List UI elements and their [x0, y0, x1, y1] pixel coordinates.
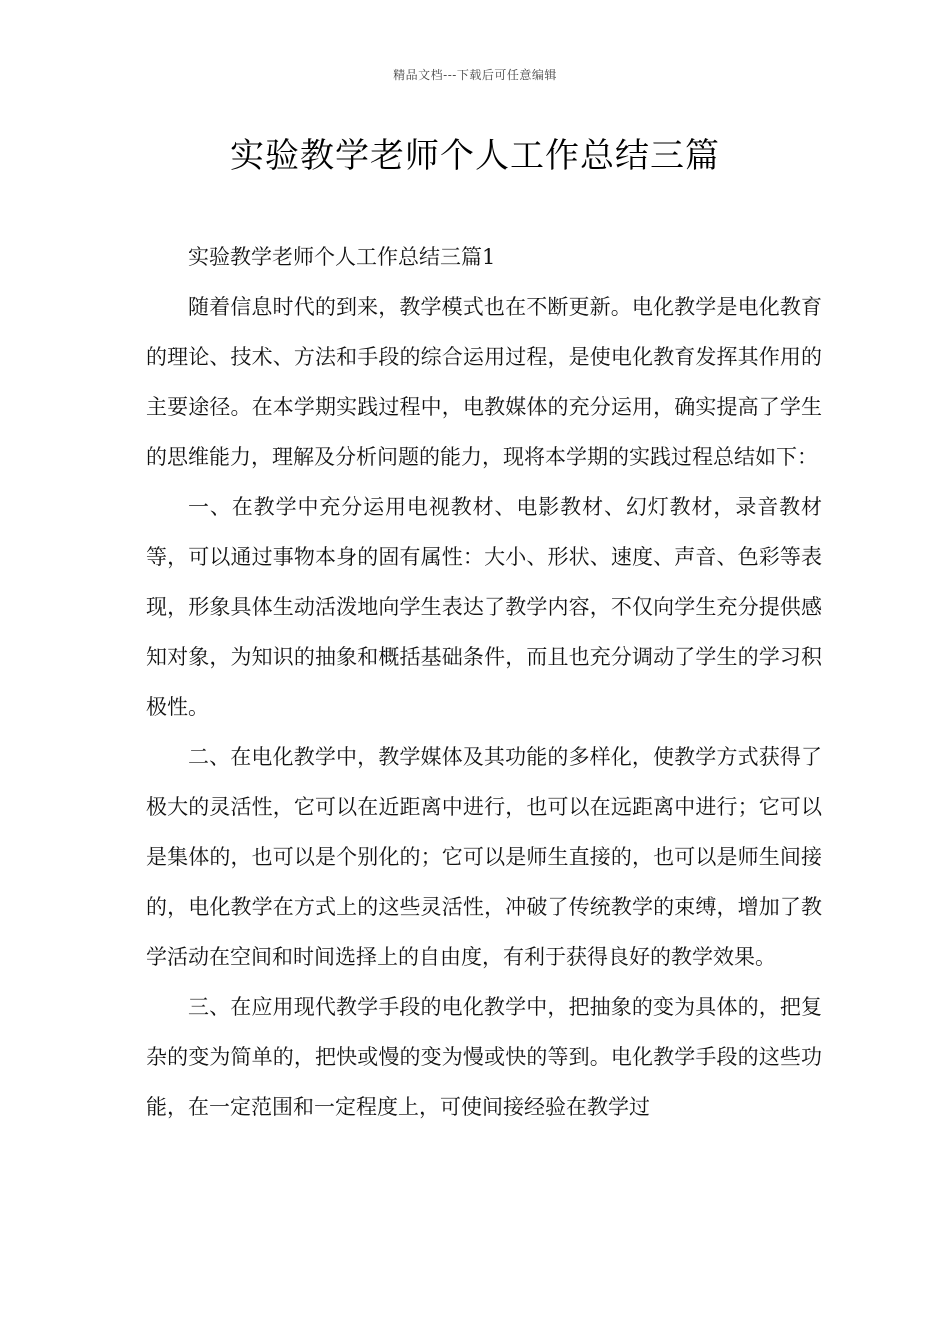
paragraph-point-3: 三、在应用现代教学手段的电化教学中，把抽象的变为具体的，把复杂的变为简单的，把快或慢的变为慢或快的等到。电化教学手段的这些功能，在一定范围和一定程度上，可使间接经验在教学过	[146, 995, 822, 1119]
document-body	[146, 232, 822, 1132]
section-heading: 实验教学老师个人工作总结三篇1	[188, 245, 496, 269]
paragraph-point-2: 二、在电化教学中，教学媒体及其功能的多样化，使教学方式获得了极大的灵活性，它可以在近距离中进行，也可以在远距离中进行；它可以是集体的，也可以是个别化的；它可以是师生直接的，也可以是师生间接的，电化教学在方式上的这些灵活性，冲破了传统教学的束缚，增加了教学活动在空间和时间选择上的自由度，有利于获得良好的教学效果。	[146, 745, 822, 969]
document-title: 实验教学老师个人工作总结三篇	[230, 136, 720, 176]
header-note: 精品文档---下载后可任意编辑	[393, 68, 557, 82]
paragraph-intro: 随着信息时代的到来，教学模式也在不断更新。电化教学是电化教育的理论、技术、方法和手段的综合运用过程，是使电化教育发挥其作用的主要途径。在本学期实践过程中，电教媒体的充分运用，确实提高了学生的思维能力，理解及分析问题的能力，现将本学期的实践过程总结如下：	[146, 295, 822, 469]
paragraph-point-1: 一、在教学中充分运用电视教材、电影教材、幻灯教材，录音教材等，可以通过事物本身的固有属性：大小、形状、速度、声音、色彩等表现，形象具体生动活泼地向学生表达了教学内容，不仅向学生充分提供感知对象，为知识的抽象和概括基础条件，而且也充分调动了学生的学习积极性。	[146, 495, 822, 719]
